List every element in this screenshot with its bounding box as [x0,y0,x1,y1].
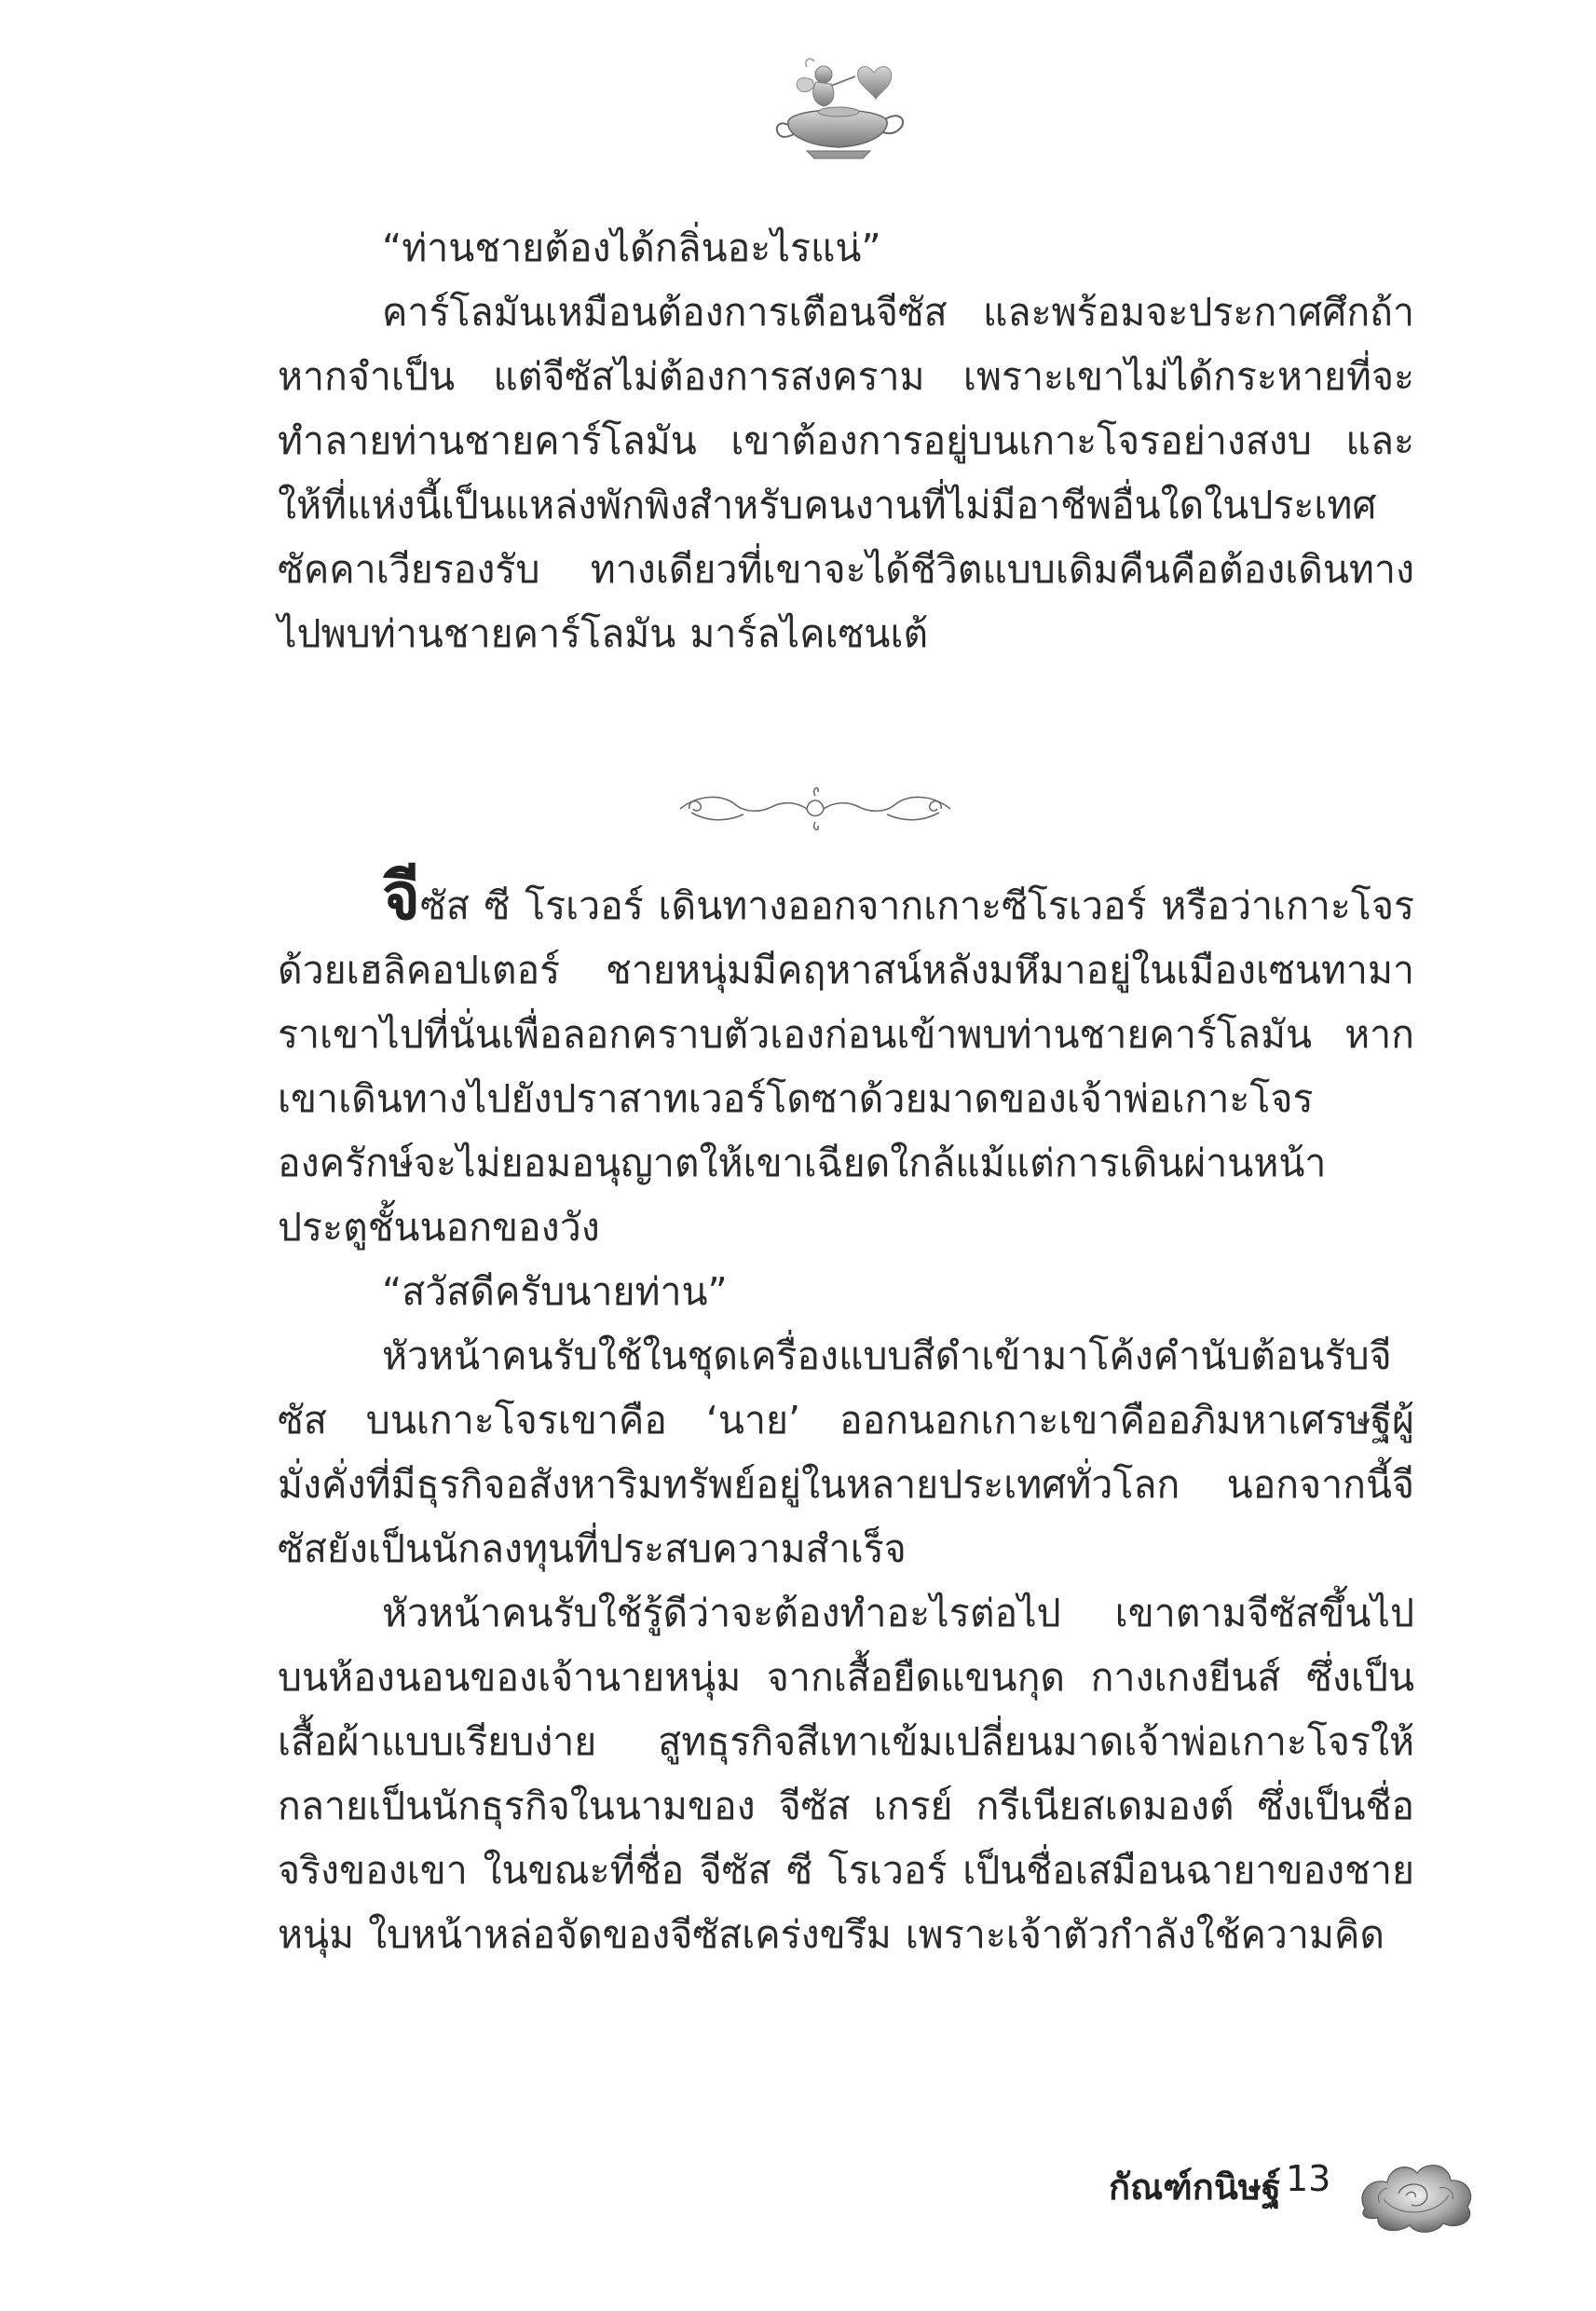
paragraph: “ท่านชายต้องได้กลิ่นอะไรแน่” [382,226,881,270]
rose-icon [1346,2134,1486,2236]
cupid-teapot-ornament-icon [770,54,909,166]
paragraph: “สวัสดีครับนายท่าน” [382,1269,728,1314]
paragraph: หัวหน้าคนรับใช้ในชุดเครื่องแบบสีดำเข้ามาโค้งคำนับต้อนรับจีซัส บนเกาะโจรเขาคือ ‘นาย’ ออกนอกเกาะเขาคืออภิมหาเศรษฐีผู้มั่งคั่งที่มีธุรกิจอสังหาริมทรัพย์อยู่ในหลายประเทศทั่วโลก นอกจากนี้จีซัสยังเป็นนักลงทุนที่ประสบความสำเร็จ [278,1333,1414,1571]
paragraph-text: ซัส ซี โรเวอร์ เดินทางออกจากเกาะซีโรเวอร์ หรือว่าเกาะโจรด้วยเฮลิคอปเตอร์ ชายหนุ่มมีคฤหาสน์หลังมหึมาอยู่ในเมืองเซนทามาราเขาไปที่นั่นเพื่อลอกคราบตัวเองก่อนเข้าพบท่านชายคาร์โลมัน หากเขาเดินทางไปยังปราสาทเวอร์โดซาด้วยมาดของเจ้าพ่อเกาะโจร องครักษ์จะไม่ยอมอนุญาตให้เขาเฉียดใกล้แม้แต่การเดินผ่านหน้าประตูชั้นนอกของวัง [278,883,1414,1250]
paragraph [278,858,1414,1260]
page-number: 13 [1286,2158,1331,2199]
paragraph: หัวหน้าคนรับใช้รู้ดีว่าจะต้องทำอะไรต่อไป เขาตามจีซัสขึ้นไปบนห้องนอนของเจ้านายหนุ่ม จากเสื้อยืดแขนกุด กางเกงยีนส์ ซึ่งเป็นเสื้อผ้าแบบเรียบง่าย สูทธุรกิจสีเทาเข้มเปลี่ยนมาดเจ้าพ่อเกาะโจรให้กลายเป็นนักธุรกิจในนามของ จีซัส เกรย์ กรีเนียสเดมองต์ ซึ่งเป็นชื่อจริงของเขา ในขณะที่ชื่อ จีซัส ซี โรเวอร์ เป็นชื่อเสมือนฉายาของชายหนุ่ม ใบหน้าหล่อจัดของจีซัสเคร่งขรึม เพราะเจ้าตัวกำลังใช้ความคิด [278,1591,1414,1957]
paragraph: คาร์โลมันเหมือนต้องการเตือนจีซัส และพร้อมจะประกาศศึกถ้าหากจำเป็น แต่จีซัสไม่ต้องการสงคราม เพราะเขาไม่ได้กระหายที่จะทำลายท่านชายคาร์โลมัน เขาต้องการอยู่บนเกาะโจรอย่างสงบ และให้ที่แห่งนี้เป็นแหล่งพักพิงสำหรับคนงานที่ไม่มีอาชีพอื่นใดในประเทศซัคคาเวียรองรับ ทางเดียวที่เขาจะได้ชีวิตแบบเดิมคืนคือต้องเดินทางไปพบท่านชายคาร์โลมัน มาร์ลไคเซนเต้ [278,290,1414,656]
text-block-top [278,216,1414,666]
text-block-main [278,858,1414,1967]
page-footer [1099,2134,1491,2246]
flourish-divider-icon [671,781,960,837]
footer-author: กัณฑ์กนิษฐ์ [1109,2167,1281,2208]
initial-letter: จี [382,858,421,935]
